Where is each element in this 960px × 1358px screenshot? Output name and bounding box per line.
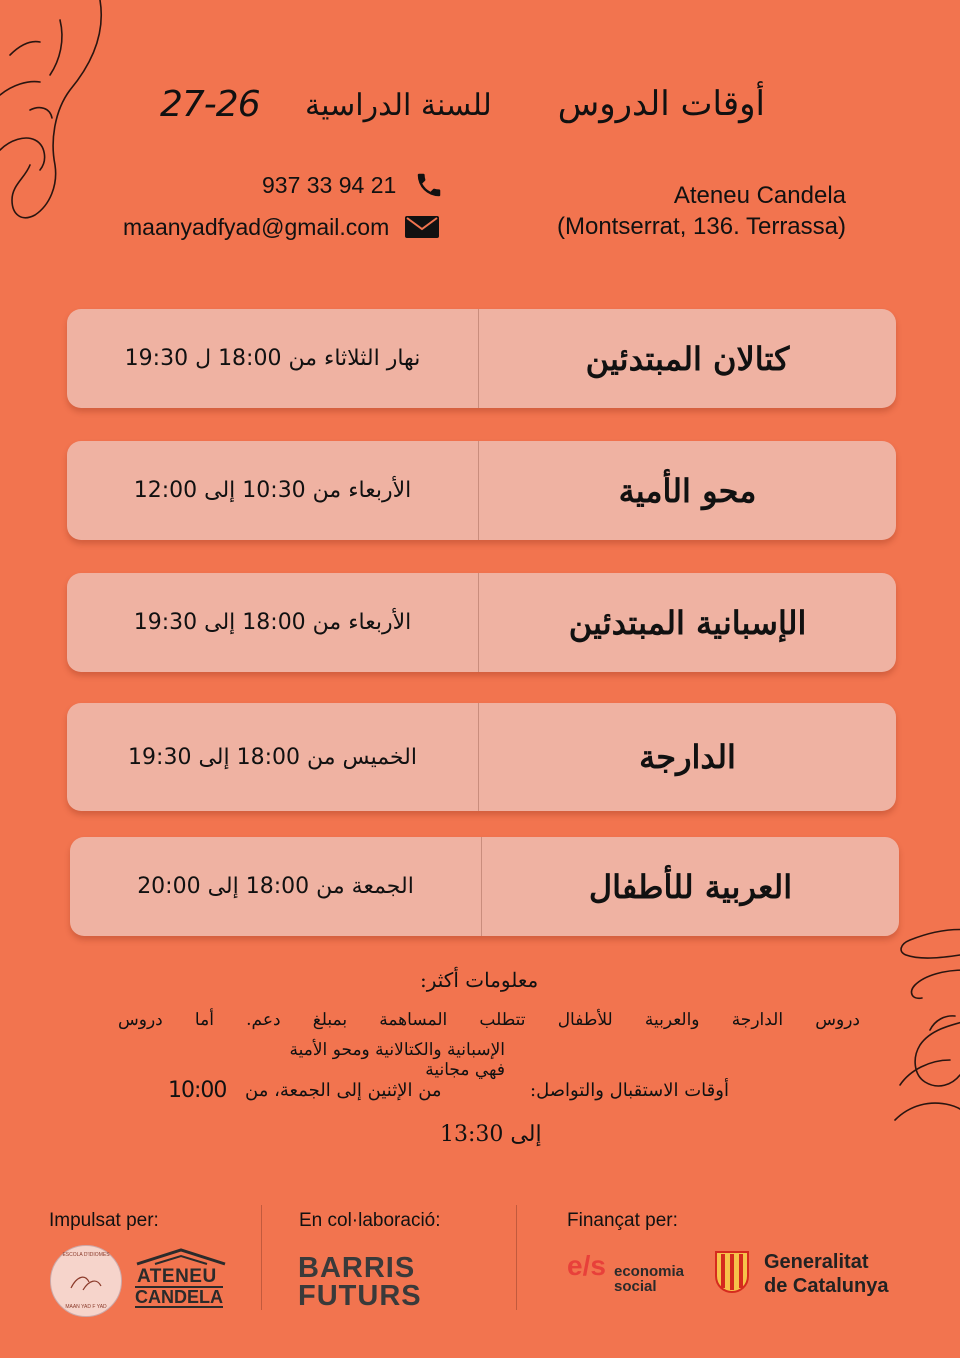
barris-futurs-logo-line-2: FUTURS — [298, 1280, 422, 1312]
course-name: الدارجة — [639, 738, 736, 776]
phone-icon — [412, 170, 446, 200]
schedule-time: الخميس من 18:00 إلى 19:30 — [128, 744, 417, 770]
phone-number: 937 33 94 21 — [262, 171, 397, 198]
school-year: 27-26 — [160, 84, 260, 125]
hours-from: 10:00 — [168, 1078, 227, 1103]
info-heading: معلومات أكثر: — [420, 968, 539, 992]
email-address: maanyadfyad@gmail.com — [123, 213, 390, 240]
generalitat-line-2: de Catalunya — [764, 1275, 889, 1297]
hours-days: من الإثنين إلى الجمعة، من — [245, 1080, 442, 1101]
impulsat-label: Impulsat per: — [49, 1210, 159, 1231]
schedule-time: الأربعاء من 18:00 إلى 19:30 — [133, 610, 412, 635]
schedule-time: الأربعاء من 10:30 إلى 12:00 — [133, 478, 412, 503]
page-title: أوقات الدروس — [557, 84, 765, 124]
footer-divider — [261, 1205, 262, 1310]
course-name: كتالان المبتدئين — [585, 339, 790, 378]
hand-illustration-top-left — [0, 0, 130, 240]
course-name: محو الأمية — [618, 471, 757, 510]
footer-divider — [516, 1205, 517, 1310]
course-name: العربية للأطفال — [588, 867, 793, 906]
schedule-card — [67, 309, 896, 408]
financat-label: Finançat per: — [567, 1210, 678, 1231]
course-name: الإسبانية المبتدئين — [568, 603, 807, 642]
envelope-icon — [405, 212, 439, 242]
generalitat-emblem — [714, 1250, 750, 1294]
hours-to: إلى 13:30 — [440, 1122, 542, 1147]
collab-label: En col·laboració: — [299, 1210, 441, 1231]
barris-futurs-logo-line-1: BARRIS — [298, 1252, 416, 1284]
schedule-time: نهار الثلاثاء من 18:00 ل 19:30 — [124, 346, 421, 371]
venue-address: (Montserrat, 136. Terrassa) — [557, 213, 846, 240]
info-line-1: دروس الدارجة والعربية للأطفال تتطلب المساهمة بمبلغ دعم. أما دروس — [118, 1010, 860, 1030]
page-subtitle: للسنة الدراسية — [305, 88, 492, 123]
schedule-time: الجمعة من 18:00 إلى 20:00 — [137, 874, 414, 899]
economia-social-mark: e/s — [567, 1250, 606, 1281]
schedule-card — [67, 441, 896, 540]
escola-idiomes-logo — [50, 1245, 122, 1317]
schedule-card — [67, 703, 896, 811]
info-line-2: الإسبانية والكتالانية ومحو الأمية فهي مجانية — [289, 1040, 505, 1080]
escola-logo-top-text: ESCOLA D'IDIOMES — [62, 1252, 110, 1258]
ateneu-logo-line-1: ATENEU — [137, 1266, 217, 1287]
venue-name: Ateneu Candela — [673, 182, 846, 209]
schedule-card — [67, 573, 896, 672]
hours-label: أوقات الاستقبال والتواصل: — [530, 1080, 729, 1101]
ateneu-candela-logo — [135, 1248, 227, 1308]
ateneu-logo-line-2: CANDELA — [135, 1287, 223, 1307]
generalitat-line-1: Generalitat — [764, 1251, 869, 1273]
hand-illustration-bottom-right — [890, 910, 960, 1190]
phone-row — [262, 170, 446, 200]
economia-social-line-2: social — [614, 1278, 657, 1295]
email-row — [123, 212, 439, 242]
escola-logo-bottom-text: MAAN YAD F YAD — [65, 1304, 107, 1310]
venue-block — [557, 180, 846, 242]
schedule-card — [70, 837, 899, 936]
economia-social-line-1: economia — [614, 1263, 685, 1280]
